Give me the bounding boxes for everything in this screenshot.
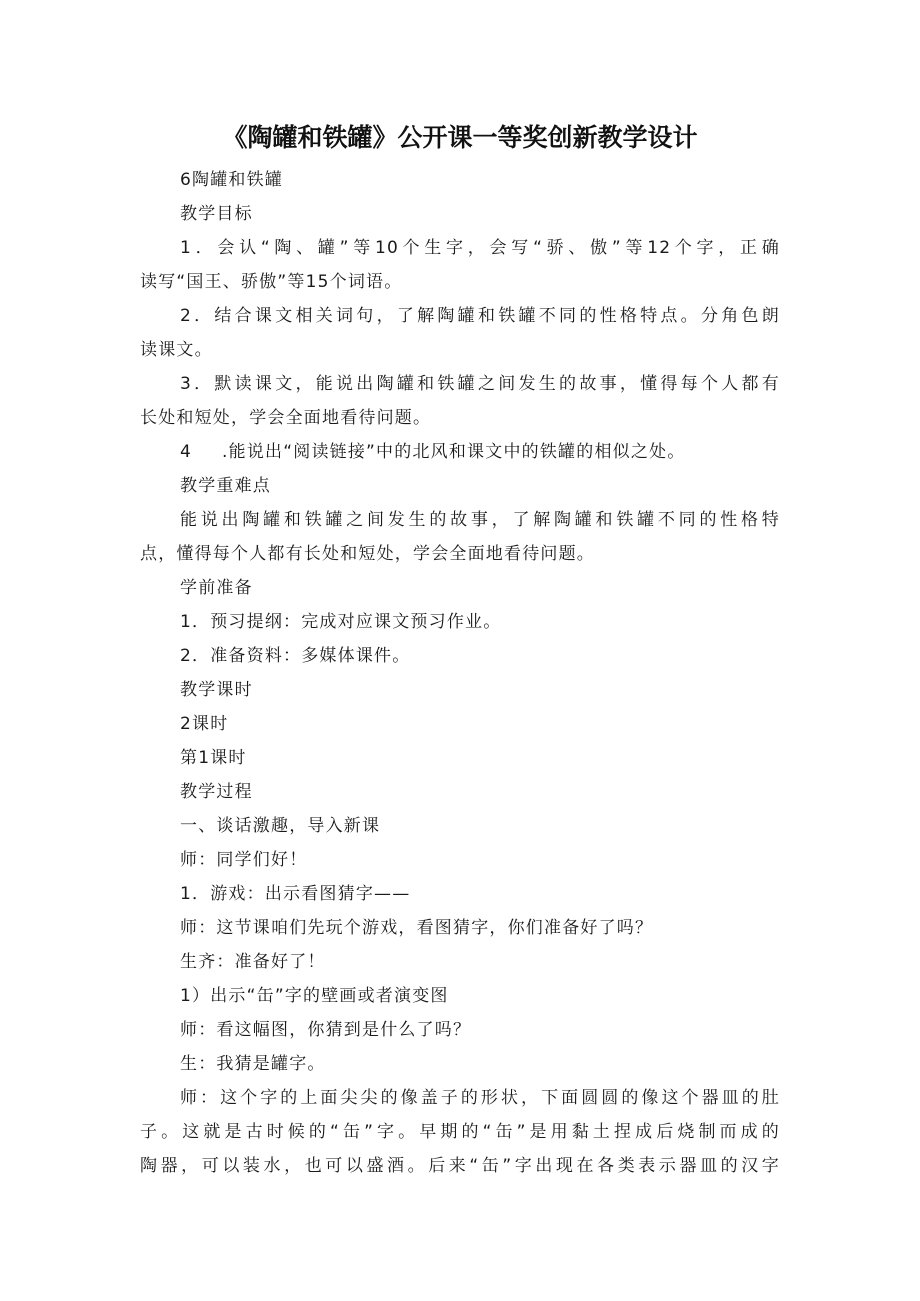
paragraph-line: 师：这节课咱们先玩个游戏，看图猜字，你们准备好了吗？ <box>180 918 654 938</box>
paragraph-line: 点，懂得每个人都有长处和短处，学会全面地看待问题。 <box>140 544 595 564</box>
paragraph-line: 生齐：准备好了！ <box>180 952 326 972</box>
section-heading-key-points: 教学重难点 <box>180 476 271 496</box>
paragraph-line: 1．会认“陶、罐”等10个生字，会写“骄、傲”等12个字，正确 <box>180 238 780 258</box>
paragraph-line: 子。这就是古时候的“缶”字。早期的“缶”是用黏土捏成后烧制而成的 <box>140 1122 780 1142</box>
paragraph-line: 第1课时 <box>180 748 247 768</box>
document-body <box>140 163 780 1183</box>
document-title: 《陶罐和铁罐》公开课一等奖创新教学设计 <box>222 123 698 152</box>
paragraph-line: 读课文。 <box>140 340 213 360</box>
paragraph-line: 生：我猜是罐字。 <box>180 1054 326 1074</box>
item-number: 4 <box>180 442 193 462</box>
paragraph-line: 一、谈话激趣，导入新课 <box>180 816 381 836</box>
paragraph-line: 读写“国王、骄傲”等15个词语。 <box>140 272 403 292</box>
section-heading-hours: 教学课时 <box>180 680 253 700</box>
lesson-heading: 6陶罐和铁罐 <box>180 170 284 190</box>
paragraph-line: 师：看这幅图，你猜到是什么了吗？ <box>180 1020 472 1040</box>
section-heading-process: 教学过程 <box>180 782 253 802</box>
paragraph-line: 2．结合课文相关词句，了解陶罐和铁罐不同的性格特点。分角色朗 <box>180 306 780 326</box>
paragraph-line: 2．准备资料：多媒体课件。 <box>180 646 411 666</box>
paragraph-line: 1．预习提纲：完成对应课文预习作业。 <box>180 612 502 632</box>
item-text: .能说出“阅读链接”中的北风和课文中的铁罐的相似之处。 <box>222 442 686 462</box>
paragraph-line: 师：同学们好！ <box>180 850 308 870</box>
paragraph-line: 1）出示“缶”字的壁画或者演变图 <box>180 986 449 1006</box>
paragraph-line: 长处和短处，学会全面地看待问题。 <box>140 408 432 428</box>
paragraph-line: 3．默读课文，能说出陶罐和铁罐之间发生的故事，懂得每个人都有 <box>180 374 780 394</box>
paragraph-line: 能说出陶罐和铁罐之间发生的故事，了解陶罐和铁罐不同的性格特 <box>180 510 780 530</box>
section-heading-preparation: 学前准备 <box>180 578 253 598</box>
paragraph-line: 陶器，可以装水，也可以盛酒。后来“缶”字出现在各类表示器皿的汉字 <box>140 1156 780 1176</box>
paragraph-line <box>140 435 780 469</box>
paragraph-line: 师：这个字的上面尖尖的像盖子的形状，下面圆圆的像这个器皿的肚 <box>180 1088 780 1108</box>
paragraph-line: 1．游戏：出示看图猜字—— <box>180 884 411 904</box>
paragraph-line: 2课时 <box>180 714 229 734</box>
section-heading-goals: 教学目标 <box>180 204 253 224</box>
